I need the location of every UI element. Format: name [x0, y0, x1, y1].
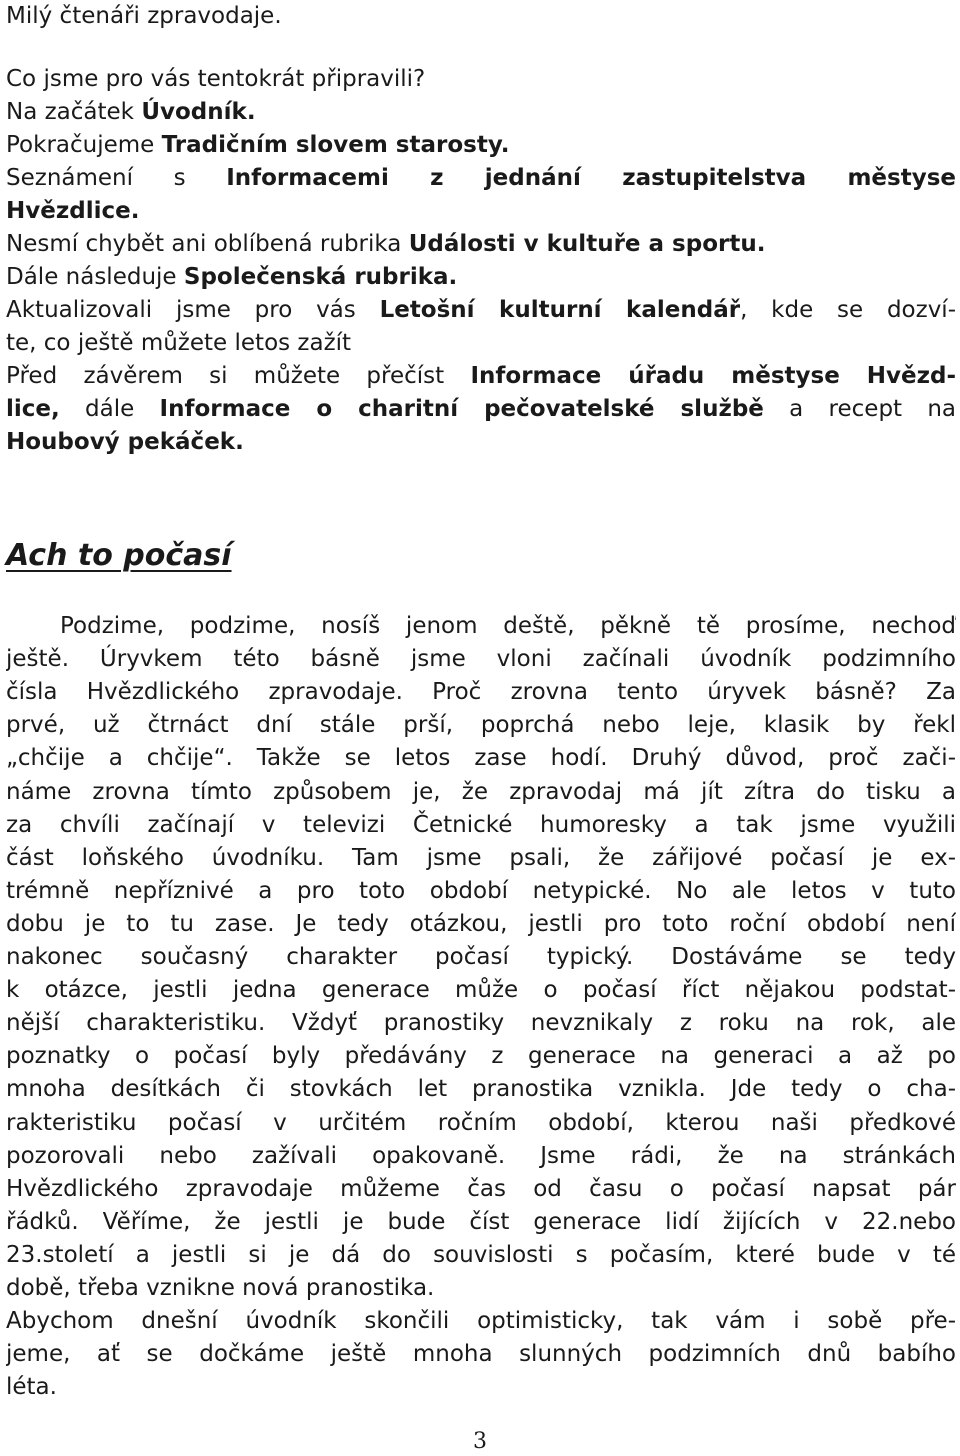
article-line: pozorovali nebo zažívali opakovaně. Jsme rádi, že na stránkách [6, 1142, 956, 1169]
article-line: Hvězdlického zpravodaje můžeme čas od času o počasí napsat pár [6, 1175, 956, 1202]
charita-bold: Informace o charitní pečovatelské službě [159, 396, 764, 422]
article-line: řádků. Věříme, že jestli je bude číst generace lidí žijících v 22.nebo [6, 1208, 956, 1235]
article-line: poznatky o počasí byly předávány z generace na generaci a až po [6, 1043, 956, 1070]
intro-line-hvezdlice: Hvězdlice. [6, 198, 140, 224]
article-line: Podzime, podzime, nosíš jenom deště, pěkně tě prosíme, nechoď [60, 613, 956, 639]
article-line: za chvíli začínají v televizi Četnické humoresky a tak jsme využili [6, 811, 956, 838]
intro-line-kalendar: Aktualizovali jsme pro vás Letošní kulturní kalendář, kde se dozví- [6, 297, 956, 323]
intro-line-recept [6, 426, 244, 459]
spolecenska-bold: Společenská rubrika. [183, 264, 458, 290]
article-line: čísla Hvězdlického zpravodaje. Proč zrovna tento úryvek básně? Za [6, 679, 956, 706]
article-line: trémně nepříznivé a pro toto období netypické. No ale letos v tuto [6, 877, 956, 904]
article-line: mnoha desítkách či stovkách let pranostika vznikla. Jde tedy o cha- [6, 1076, 956, 1103]
intro-line-starosta: Pokračujeme Tradičním slovem starosty. [6, 132, 510, 158]
zastupitelstvo-bold: Informacemi z jednání zastupitelstva městyse [226, 165, 956, 191]
article-line: jeme, ať se dočkáme ještě mnoha slunných podzimních dnů babího [6, 1341, 956, 1368]
udalosti-bold: Události v kultuře a sportu. [408, 231, 766, 257]
intro-line-udalosti: Nesmí chybět ani oblíbená rubrika Události v kultuře a sportu. [6, 231, 766, 257]
article-line: „chčije a chčije“. Takže se letos zase hodí. Druhý důvod, proč zači- [6, 745, 956, 772]
article-line: rakteristiku počasí v určitém ročním období, kterou naši předkové [6, 1109, 956, 1136]
article-line: léta. [6, 1374, 57, 1401]
kalendar-bold: Letošní kulturní kalendář [379, 297, 741, 323]
article-title: Ach to počasí [6, 538, 232, 573]
article-line: Abychom dnešní úvodník skončili optimisticky, tak vám i sobě pře- [6, 1308, 956, 1335]
article-line: době, třeba vznikne nová pranostika. [6, 1275, 435, 1301]
intro-question: Co jsme pro vás tentokrát připravili? [6, 66, 426, 92]
intro-line-spolecenska: Dále následuje Společenská rubrika. [6, 264, 458, 290]
urad-bold: Informace úřadu městyse Hvězd- [470, 363, 956, 389]
uvodnik-bold: Úvodník. [141, 99, 256, 125]
intro-line-zazit: te, co ještě můžete letos zažít [6, 330, 352, 356]
article-line: nakonec současný charakter počasí typický. Dostáváme se tedy [6, 944, 956, 970]
article-line: náme zrovna tímto způsobem je, že zpravodaj má jít zítra do tisku a [6, 778, 956, 805]
greeting: Milý čtenáři zpravodaje. [6, 3, 282, 29]
article-line: dobu je to tu zase. Je tedy otázkou, jestli pro toto roční období není [6, 910, 956, 937]
intro-line-uvodnik: Na začátek Úvodník. [6, 99, 256, 125]
article-line: 23.století a jestli si je dá do souvislosti s počasím, které bude v té [6, 1241, 956, 1268]
intro-line-zastupitelstvo: Seznámení s Informacemi z jednání zastupitelstva městyse [6, 165, 956, 191]
article-line: nější charakteristiku. Vždyť pranostiky nevznikaly z roku na rok, ale [6, 1010, 956, 1037]
starosta-bold: Tradičním slovem starosty. [161, 132, 510, 158]
intro-line-urad: Před závěrem si můžete přečíst Informace úřadu městyse Hvězd- [6, 363, 956, 389]
recept-bold: Houbový pekáček. [6, 429, 244, 455]
intro-line-charita: lice, dále Informace o charitní pečovatelské službě a recept na [6, 396, 956, 422]
article-line: prvé, už čtrnáct dní stále prší, poprchá nebo leje, klasik by řekl [6, 712, 956, 739]
article-line: část loňského úvodníku. Tam jsme psali, že zářijové počasí je ex- [6, 844, 956, 871]
article-line: ještě. Úryvkem této básně jsme vloni začínali úvodník podzimního [6, 646, 956, 673]
article-line: k otázce, jestli jedna generace může o počasí říct nějakou podstat- [6, 977, 956, 1004]
page-number: 3 [473, 1429, 487, 1454]
